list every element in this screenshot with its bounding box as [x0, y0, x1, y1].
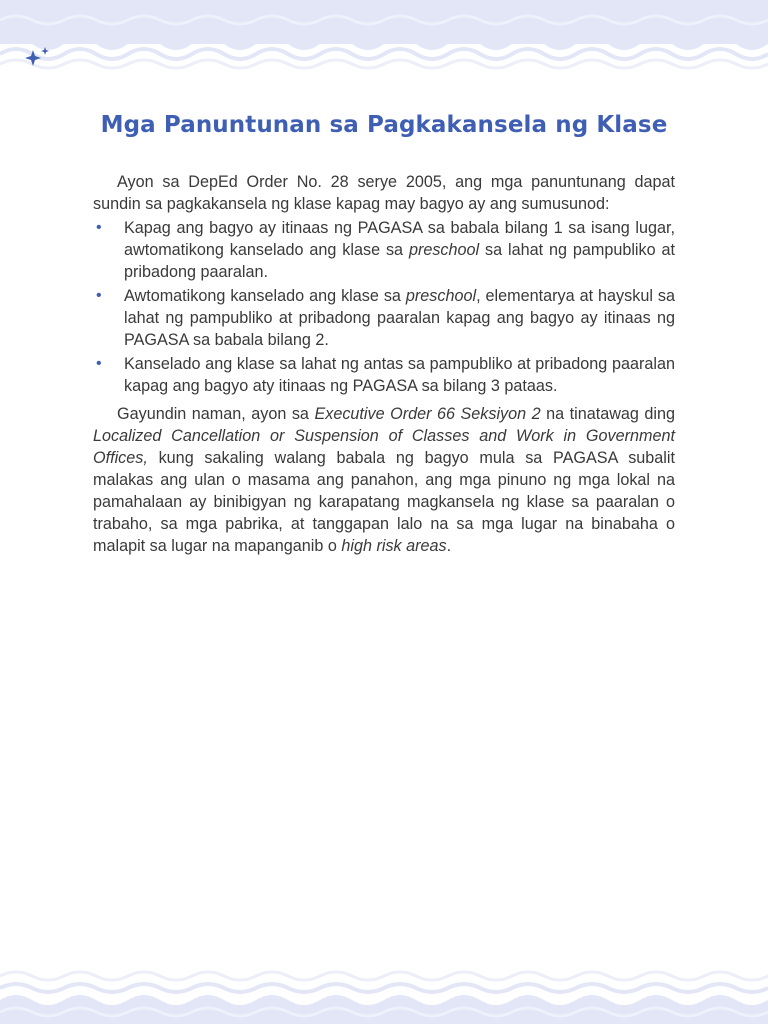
header-wave-decoration: [0, 0, 768, 80]
list-item-text: , elementarya at hayskul sa lahat ng pampubliko at pribadong paaralan kapag ang bagyo ay itinaas ng PAGASA sa babala bilang 2.: [124, 287, 675, 349]
paragraph-text: na tinatawag ding: [540, 405, 675, 423]
rules-list: [93, 217, 675, 397]
list-item-text: Awtomatikong kanselado ang klase sa: [124, 287, 406, 305]
paragraph-text: kung sakaling walang babala ng bagyo mula sa PAGASA subalit malakas ang ulan o masama ang panahon, ang mga pinuno ng mga lokal na pamahalaan ay binibigyan ng karapatang magkansela ng klase sa paaralan o trabaho, sa mga pabrika, at tanggapan lalo na sa mga lugar na binabaha o malapit sa lugar na mapanganib o: [93, 449, 675, 555]
document-body: [93, 171, 675, 557]
bullet-dot-icon: •: [96, 287, 102, 304]
bullet-dot-icon: •: [96, 219, 102, 236]
list-item-text: Kapag ang bagyo ay itinaas ng PAGASA sa babala bilang 1 sa isang lugar, awtomatikong kanselado ang klase sa: [124, 219, 675, 259]
paragraph-italic: Executive Order 66 Seksiyon 2: [314, 405, 541, 423]
list-item-text: Kanselado ang klase sa lahat ng antas sa pampubliko at pribadong paaralan kapag ang bagyo aty itinaas ng PAGASA sa bilang 3 pataas.: [124, 355, 675, 395]
sparkle-stars-icon: [24, 46, 52, 68]
list-item: [93, 353, 675, 397]
intro-paragraph: Ayon sa DepEd Order No. 28 serye 2005, ang mga panuntunang dapat sundin sa pagkakansela ng klase kapag may bagyo ay ang sumusunod:: [93, 173, 675, 213]
paragraph-italic: Localized Cancellation or Suspension of Classes and Work in Government Offices,: [93, 427, 675, 467]
paragraph-text: .: [446, 537, 452, 555]
executive-order-paragraph: [93, 403, 675, 557]
bullet-dot-icon: •: [96, 355, 102, 372]
list-item-italic: preschool: [405, 287, 477, 305]
page-title: Mga Panuntunan sa Pagkakansela ng Klase: [100, 112, 668, 138]
footer-wave-decoration: [0, 964, 768, 1024]
list-item: [93, 285, 675, 351]
paragraph-text: Gayundin naman, ayon sa: [117, 405, 315, 423]
list-item-text: sa lahat ng pampubliko at pribadong paaralan.: [124, 241, 675, 281]
list-item-italic: preschool: [408, 241, 480, 259]
paragraph-italic: high risk areas: [341, 537, 447, 555]
list-item: [93, 217, 675, 283]
